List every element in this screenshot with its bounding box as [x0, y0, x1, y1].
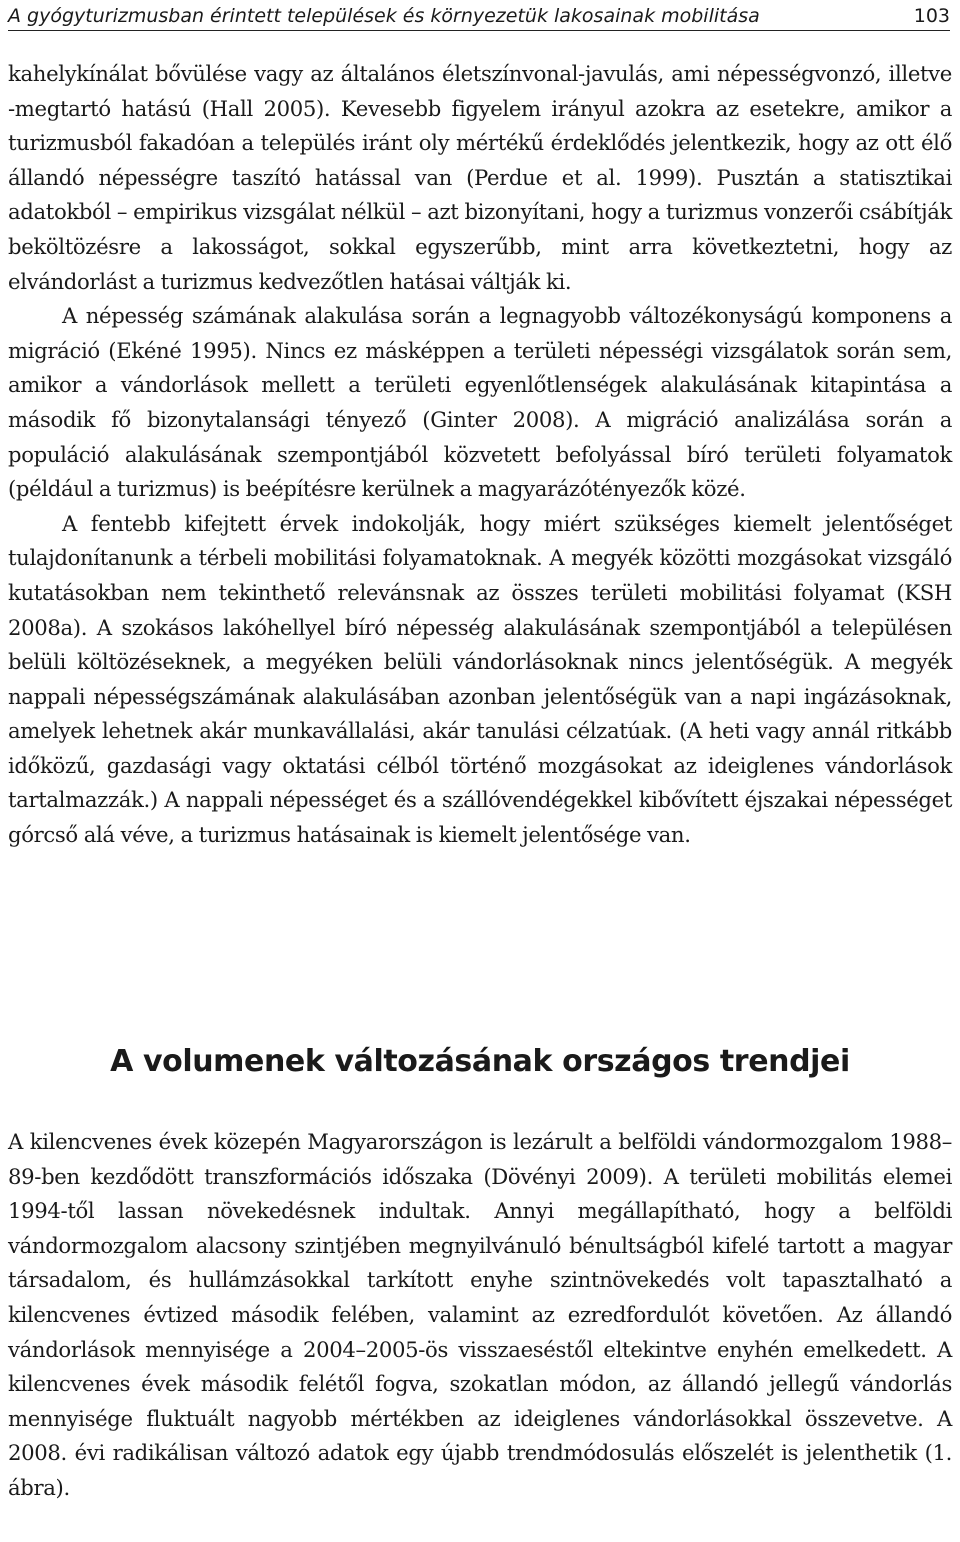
body-text-top [8, 57, 952, 853]
paragraph: A népesség számának alakulása során a legnagyobb változékonyságú komponens a migráció (Ekéné 1995). Nincs ez másképpen a területi népességi vizsgálatok során sem, amikor a vándorlások mellett a területi egyenlőtlenségek alakulásának kitapintása a második fő bizonytalansági tényező (Ginter 2008). A migráció analizálása során a populáció alakulásának szempontjából közvetett befolyással bíró területi folyamatok (például a turizmus) is beépítésre kerülnek a magyarázótényezők közé. [8, 303, 952, 502]
page-number: 103 [913, 5, 950, 27]
body-text-bottom [8, 1125, 952, 1506]
running-title: A gyógyturizmusban érintett települések és környezetük lakosainak mobilitása [8, 5, 760, 27]
paragraph: kahelykínálat bővülése vagy az általános életszínvonal-javulás, ami népességvonzó, illetve -megtartó hatású (Hall 2005). Kevesebb figyelem irányul azokra az esetekre, amikor a turizmusból fakadóan a település iránt oly mértékű érdeklődés jelentkezik, hogy az ott élő állandó népességre taszító hatással van (Perdue et al. 1999). Pusztán a statisztikai adatokból – empirikus vizsgálat nélkül – azt bizonyítani, hogy a turizmus vonzerői csábítják beköltözésre a lakosságot, sokkal egyszerűbb, mint arra következtetni, hogy az elvándorlást a turizmus kedvezőtlen hatásai váltják ki. [8, 61, 952, 294]
paragraph: A fentebb kifejtett érvek indokolják, hogy miért szükséges kiemelt jelentőséget tulajdonítanunk a térbeli mobilitási folyamatoknak. A megyék közötti mozgásokat vizsgáló kutatásokban nem tekinthető relevánsnak az összes területi mobilitási folyamat (KSH 2008a). A szokásos lakóhellyel bíró népesség alakulásának szempontjából a településen belüli költözéseknek, a megyéken belüli vándorlásoknak nincs jelentőségük. A megyék nappali népességszámának alakulásában azonban jelentőségük van a napi ingázásoknak, amelyek lehetnek akár munkavállalási, akár tanulási célzatúak. (A heti vagy annál ritkább időközű, gazdasági vagy oktatási célból történő mozgásokat az ideiglenes vándorlások tartalmazzák.) A nappali népességet és a szállóvendégekkel kibővített éjszakai népességet górcső alá véve, a turizmus hatásainak is kiemelt jelentősége van. [8, 510, 952, 848]
paragraph: A kilencvenes évek közepén Magyarországon is lezárult a belföldi vándormozgalom 1988–89-ben kezdődött transzformációs időszaka (Dövényi 2009). A területi mobilitás elemei 1994-től lassan növekedésnek indultak. Annyi megállapítható, hogy a belföldi vándormozgalom alacsony szintjében megnyilvánuló bénultságból kifelé tartott a magyar társadalom, és hullámzásokkal tarkított enyhe szintnövekedés volt tapasztalható a kilencvenes évtized második felében, valamint az ezredfordulót követően. Az állandó vándorlások mennyisége a 2004–2005-ös visszaeséstől eltekintve enyhén emelkedett. A kilencvenes évek második felétől fogva, szokatlan módon, az állandó jellegű vándorlás mennyisége fluktuált nagyobb mértékben az ideiglenes vándorlásokkal összevetve. A 2008. évi radikálisan változó adatok egy újabb trendmódosulás előszelét is jelenthetik (1. ábra). [8, 1129, 952, 1500]
section-heading: A volumenek változásának országos trendjei [110, 1044, 850, 1079]
running-header [8, 4, 950, 31]
